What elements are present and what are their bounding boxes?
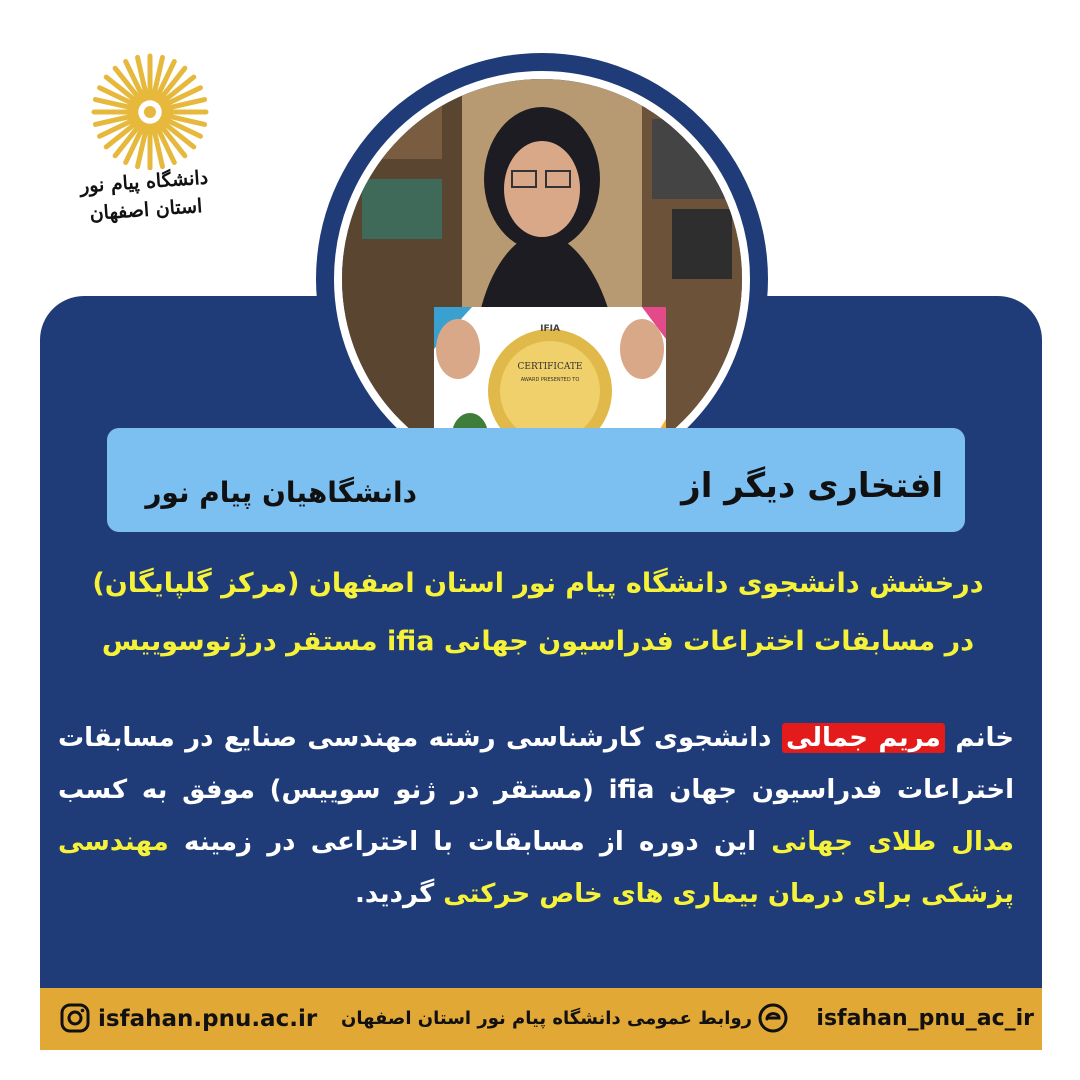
body-text-4: گردید.	[354, 879, 435, 909]
banner-part-right: افتخاری دیگر از	[681, 466, 943, 506]
body-text-1: خانم	[955, 723, 1014, 753]
certificate-brand: IFIA	[540, 324, 560, 334]
medal-text: مدال طلای جهانی	[771, 827, 1014, 857]
eitaa-handle[interactable]: isfahan_pnu_ac_ir	[816, 1006, 1034, 1031]
body-text-2: دانشجوی کارشناسی رشته مهندسی صنایع در مسابقات اختراعات فدراسیون جهان ifia (مستقر در ژنو سوییس) موفق به کسب	[58, 723, 1015, 805]
instagram-icon	[60, 1003, 90, 1033]
body-text-3: این دوره از مسابقات با اختراعی در زمینه	[183, 827, 757, 857]
headline-banner	[107, 428, 965, 532]
website-link[interactable]: isfahan.pnu.ac.ir	[98, 1006, 318, 1032]
logo-text	[68, 163, 222, 229]
field-text: مهندسی پزشکی برای درمان بیماری های خاص حرکتی	[58, 827, 1014, 909]
student-photo	[334, 71, 750, 487]
student-holding-certificate-image	[342, 79, 742, 479]
body-paragraph	[58, 712, 1014, 920]
banner-part-left: دانشگاهیان پیام نور	[145, 476, 417, 509]
headline-line-2: در مسابقات اختراعات فدراسیون جهانی ifia مستقر درژنوسوییس	[101, 626, 975, 657]
student-name: مریم جمالی	[782, 723, 945, 753]
logo-line-1: دانشگاه پیام نور	[79, 166, 209, 198]
eitaa-icon	[758, 1003, 788, 1033]
logo-line-2: استان اصفهان	[88, 195, 204, 225]
footer-bar	[40, 988, 1042, 1050]
public-relations-label: روابط عمومی دانشگاه پیام نور استان اصفهان	[340, 1008, 752, 1029]
sunburst-emblem-icon	[80, 50, 220, 170]
certificate-sub: AWARD PRESENTED TO	[520, 377, 580, 383]
headline-line-1: درخشش دانشجوی دانشگاه پیام نور استان اصفهان (مرکز گلپایگان)	[92, 568, 984, 599]
certificate-title: CERTIFICATE	[517, 362, 583, 372]
university-logo	[70, 50, 230, 250]
